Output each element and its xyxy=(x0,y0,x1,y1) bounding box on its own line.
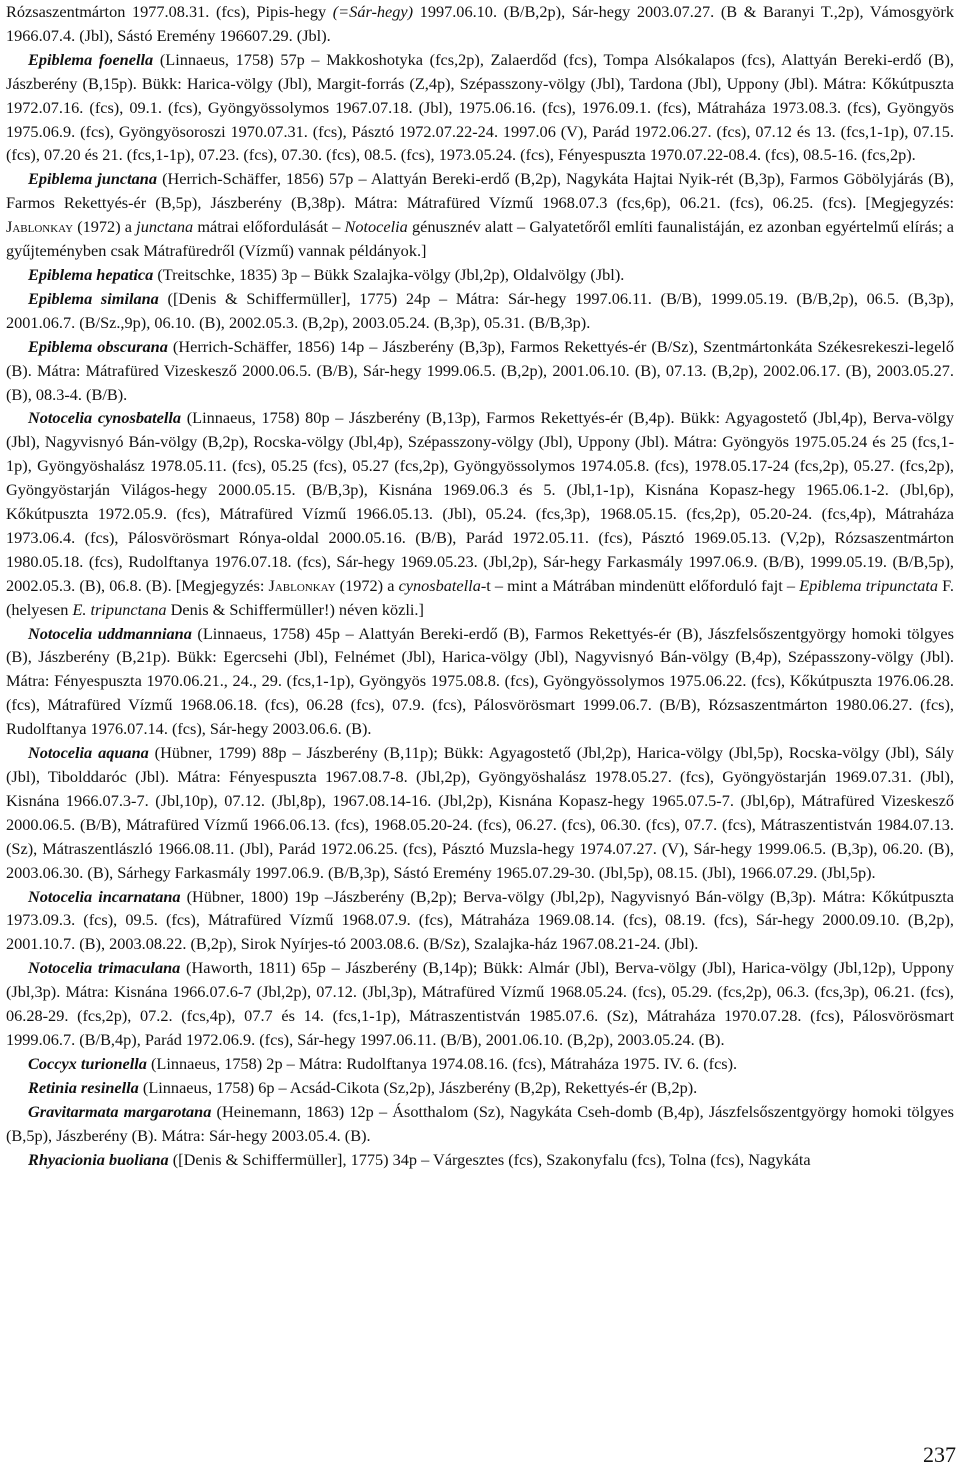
species-name: Epiblema similana xyxy=(28,288,159,308)
paragraph xyxy=(6,406,954,621)
text-segment: (=Sár-hegy) xyxy=(332,2,414,21)
species-name: Retinia resinella xyxy=(28,1077,139,1097)
species-name: Rhyacionia buoliana xyxy=(28,1149,169,1169)
text-segment: Jablonkay xyxy=(6,217,74,237)
text-segment: (Linnaeus, 1758) 45p – Alattyán Bereki-erdő (B), Farmos Rekettyés-ér (B), Jászfelsőszentgyörgy homoki tölgyes (B), Jászberény (B,21p). Bükk: Egercsehi (Jbl), Felnémet (Jbl), Harica-völgy (Jbl), Nagyvisnyó Bán-völgy (B,4p), Szépasszony-völgy (Jbl). Mátra: Fényespuszta 1970.06.21., 24., 29. (fcs,1-1p), Gyöngyös 1975.08.8. (fcs), Gyöngyössolymos 1975.06.22. (fcs), Kőkútpuszta 1976.06.28. (fcs), Mátrafüred Vízmű 1968.06.18. (fcs), 06.28 (fcs), 07.9. (fcs), Pálosvörösmart 1999.06.7. (B/B), Rózsaszentmárton 1980.06.27. (fcs), Rudolftanya 1976.07.14. (fcs), Sár-hegy 2003.06.6. (B). xyxy=(6,623,954,739)
species-name: Epiblema obscurana xyxy=(28,336,168,356)
paragraph xyxy=(6,1076,954,1100)
page-number: 237 xyxy=(923,1442,956,1467)
text-segment: mátrai előfordulását – xyxy=(193,217,345,237)
text-segment: (Linnaeus, 1758) 80p – Jászberény (B,13p), Farmos Rekettyés-ér (B,4p). Bükk: Agyagostető (Jbl,4p), Berva-völgy (Jbl), Nagyvisnyó Bán-völgy (B,2p), Rocska-völgy (Jbl,4p), Szépasszony-völgy (Jbl), Uppony (Jbl). Mátra: Gyöngyös 1975.05.24 és 25 (fcs,1-1p), Gyöngyöshalász 1978.05.11. (fcs), 05.25 (fcs), 05.27 (fcs,2p), Gyöngyössolymos 1974.05.8. (fcs), 1978.05.17-24 (fcs,2p), 05.27. (fcs,2p), Gyöngyöstarján Világos-hegy 2000.05.15. (B/B,3p), Kisnána 1969.06.3 és 5. (Jbl,1-1p), Kisnána Kopasz-hegy 1965.06.1-2. (Jbl,6p), Kőkútpuszta 1972.05.9. (fcs), Mátrafüred Vízmű 1966.05.13. (Jbl), 05.24. (fcs,3p), 1968.05.15. (fcs,2p), 05.20-24. (fcs,4p), Mátraháza 1973.06.4. (fcs), Pálosvörösmart Rónya-oldal 2000.05.16. (B/B), Parád 1972.05.11. (fcs), Pásztó 1969.05.13. (V,2p), Rózsaszentmárton 1980.05.18. (fcs), Rudolftanya 1976.07.18. (fcs), Sár-hegy 1969.05.23. (Jbl,2p), Sár-hegy Farkasmály 1997.06.9. (B/B), 1999.05.19. (B/B,5p), 2002.05.3. (B), 06.8. (B). [Megjegyzés: xyxy=(6,408,954,595)
paragraph xyxy=(6,1148,954,1172)
species-name: Notocelia aquana xyxy=(28,743,149,763)
document-body xyxy=(6,0,954,1171)
paragraph xyxy=(6,263,954,287)
text-segment: F. (helyesen xyxy=(6,575,955,619)
text-segment: (Treitschke, 1835) 3p – Bükk Szalajka-völgy (Jbl,2p), Oldalvölgy (Jbl). xyxy=(153,264,625,284)
text-segment: Notocelia xyxy=(344,217,408,237)
text-segment: 1997.06.10. (B/B,2p), Sár-hegy 2003.07.27. (B & Baranyi T.,2p), Vámosgyörk 1966.07.4. (Jbl), Sástó Eremény 196607.29. (Jbl). xyxy=(6,2,954,45)
species-name: Notocelia trimaculana xyxy=(28,958,181,978)
paragraph xyxy=(6,1052,954,1076)
text-segment: (Hübner, 1800) 19p –Jászberény (B,2p); Berva-völgy (Jbl,2p), Nagyvisnyó Bán-völgy (B,3p). Mátra: Kőkútpuszta 1973.09.3. (fcs), 09.5. (fcs), Mátrafüred Vízmű 1968.07.9. (fcs), Mátraháza 1969.08.14. (fcs), 08.19. (fcs), Sár-hegy 2000.09.10. (B,2p), 2001.10.7. (B), 2003.08.22. (B,2p), Sirok Nyírjes-tó 2003.08.6. (B/Sz), Szalajka-ház 1967.08.21-24. (Jbl). xyxy=(6,886,954,954)
species-name: Notocelia cynosbatella xyxy=(28,408,182,428)
text-segment: (Linnaeus, 1758) 6p – Acsád-Cikota (Sz,2p), Jászberény (B,2p), Rekettyés-ér (B,2p). xyxy=(138,1077,698,1097)
paragraph xyxy=(6,48,954,168)
species-name: Notocelia uddmanniana xyxy=(28,623,192,643)
text-segment: (Linnaeus, 1758) 57p – Makkoshotyka (fcs,2p), Zalaerdőd (fcs), Tompa Alsókalapos (fcs), Alattyán Bereki-erdő (B), Jászberény (B,15p). Bükk: Harica-völgy (Jbl), Margit-forrás (Z,4p), Szépasszony-völgy (Jbl), Tardona (Jbl), Uppony (Jbl). Mátra: Kőkútpuszta 1972.07.16. (fcs), 09.1. (fcs), Gyöngyössolymos 1967.07.18. (Jbl), 1975.06.16. (fcs), 1976.09.1. (fcs), Mátraháza 1973.08.3. (fcs), Gyöngyös 1975.06.9. (fcs), Gyöngyösoroszi 1970.07.31. (fcs), Pásztó 1972.07.22-24. 1997.06 (V), Parád 1972.06.27. (fcs), 07.12 és 13. (fcs,1-1p), 07.15. (fcs), 07.20 és 21. (fcs,1-1p), 07.23. (fcs), 07.30. (fcs), 08.5. (fcs), 1973.05.24. (fcs), Fényespuszta 1970.07.22-08.4. (fcs), 08.5-16. (fcs,2p). xyxy=(6,49,955,165)
paragraph xyxy=(6,335,954,407)
species-name: Epiblema hepatica xyxy=(28,264,154,284)
paragraph xyxy=(6,741,954,884)
text-segment: (Herrich-Schäffer, 1856) 14p – Jászberény (B,3p), Farmos Rekettyés-ér (B/Sz), Szentmártonkáta Székesrekeszi-legelő (B). Mátra: Mátrafüred Vizeskesző 2000.06.5. (B/B), Sár-hegy 1999.06.5. (B,2p), 2001.06.10. (B), 07.13. (B,2p), 2002.06.17. (B), 2003.05.27. (B), 08.3-4. (B/B). xyxy=(6,336,954,404)
text-segment: ([Denis & Schiffermüller], 1775) 24p – Mátra: Sár-hegy 1997.06.11. (B/B), 1999.05.19. (B/B,2p), 06.5. (B,3p), 2001.06.7. (B/Sz.,9p), 06.10. (B), 2002.05.3. (B,2p), 2003.05.24. (B,3p), 05.31. (B/B,3p). xyxy=(6,288,954,332)
text-segment: Jablonkay xyxy=(268,575,336,595)
paragraph xyxy=(6,885,954,957)
paragraph xyxy=(6,1100,954,1148)
text-segment: (Heinemann, 1863) 12p – Ásotthalom (Sz), Nagykáta Cseh-domb (B,4p), Jászfelsőszentgyörgy homoki tölgyes (B,5p), Jászberény (B). Mátra: Sár-hegy 2003.05.4. (B). xyxy=(6,1101,954,1145)
text-segment: Epiblema tripunctata xyxy=(799,575,939,595)
species-name: Epiblema junctana xyxy=(28,169,158,189)
paragraph xyxy=(6,622,954,742)
paragraph xyxy=(6,956,954,1052)
text-segment: génusznév alatt – Galyatetőről említi faunalistáján, ez azonban egyértelmű elírás; a gyűjteményben csak Mátrafüredről (Vízmű) vannak példányok.] xyxy=(6,217,955,261)
text-segment: (Linnaeus, 1758) 2p – Mátra: Rudolftanya 1974.08.16. (fcs), Mátraháza 1975. IV. 6. (fcs). xyxy=(146,1053,738,1073)
species-name: Epiblema foenella xyxy=(28,49,154,69)
text-segment: Denis & Schiffermüller!) néven közli.] xyxy=(166,599,424,619)
text-segment: E. tripunctana xyxy=(72,599,167,619)
text-segment: ([Denis & Schiffermüller], 1775) 34p – Várgesztes (fcs), Szakonyfalu (fcs), Tolna (fcs), Nagykáta xyxy=(168,1149,811,1169)
species-name: Coccyx turionella xyxy=(28,1053,147,1073)
text-segment: (Haworth, 1811) 65p – Jászberény (B,14p); Bükk: Almár (Jbl), Berva-völgy (Jbl), Harica-völgy (Jbl,12p), Uppony (Jbl,3p). Mátra: Kisnána 1966.07.6-7 (Jbl,2p), 07.12. (Jbl,3p), Mátrafüred Vízmű 1968.05.24. (fcs), 05.29. (fcs,2p), 06.3. (fcs,3p), 06.21. (fcs), 06.28-29. (fcs,2p), 07.2. (fcs,4p), 07.7 és 14. (fcs,1-1p), Mátraszentistván 1985.07.6. (Sz), Mátraháza 1970.07.28. (fcs), Pálosvörösmart 1999.06.7. (B/B,4p), Parád 1972.06.9. (fcs), Sár-hegy 1997.06.11. (B/B), 2001.06.10. (B,2p), 2003.05.24. (B). xyxy=(6,958,954,1049)
text-segment: -t – mint a Mátrában mindenütt előforduló fajt – xyxy=(480,575,800,595)
species-name: Notocelia incarnatana xyxy=(28,886,181,906)
species-name: Gravitarmata margarotana xyxy=(28,1101,212,1121)
text-segment: (Hübner, 1799) 88p – Jászberény (B,11p); Bükk: Agyagostető (Jbl,2p), Harica-völgy (Jbl,5p), Rocska-völgy (Jbl), Sály (Jbl), Tibolddaróc (Jbl). Mátra: Fényespuszta 1967.08.7-8. (Jbl,2p), Gyöngyöshalász 1978.05.27. (fcs), Gyöngyöstarján 1969.07.31. (Jbl), Kisnána 1966.07.3-7. (Jbl,10p), 07.12. (Jbl,8p), 1967.08.14-16. (Jbl,2p), Kisnána Kopasz-hegy 1965.07.5-7. (Jbl,6p), Mátrafüred Vizeskesző 2000.06.5. (B/B), Mátrafüred Vízmű 1966.06.13. (fcs), 1968.05.20-24. (fcs), 06.27. (fcs), 06.30. (fcs), 07.7. (fcs), Mátraszentistván 1984.07.13. (Sz), Mátraszentlászló 1966.08.11. (Jbl), Parád 1972.06.25. (fcs), Pásztó Muzsla-hegy 1974.07.27. (V), Sár-hegy 1999.06.5. (B,3p), 06.20. (B), 2003.06.30. (B), Sárhegy Farkasmály 1997.06.9. (B/B,3p), Sástó Eremény 1965.07.29-30. (Jbl,5p), 08.15. (Jbl), 1966.07.29. (Jbl,5p). xyxy=(6,743,955,882)
text-segment: (1972) a xyxy=(335,575,399,595)
text-segment: (Herrich-Schäffer, 1856) 57p – Alattyán Bereki-erdő (B,2p), Nagykáta Hajtai Nyik-rét (B,3p), Farmos Göbölyjárás (B), Farmos Rekettyés-ér (B,5p), Jászberény (B,38p). Mátra: Mátrafüred Vízmű 1968.07.3 (fcs,6p), 06.21. (fcs), 06.25. (fcs). [Megjegyzés: xyxy=(6,169,954,213)
text-segment: cynosbatella xyxy=(398,575,481,595)
paragraph xyxy=(6,167,954,263)
text-segment: junctana xyxy=(136,217,194,237)
paragraph xyxy=(6,0,954,48)
text-segment: (1972) a xyxy=(73,217,137,237)
paragraph xyxy=(6,287,954,335)
text-segment: Rózsaszentmárton 1977.08.31. (fcs), Pipis-hegy xyxy=(6,2,333,21)
